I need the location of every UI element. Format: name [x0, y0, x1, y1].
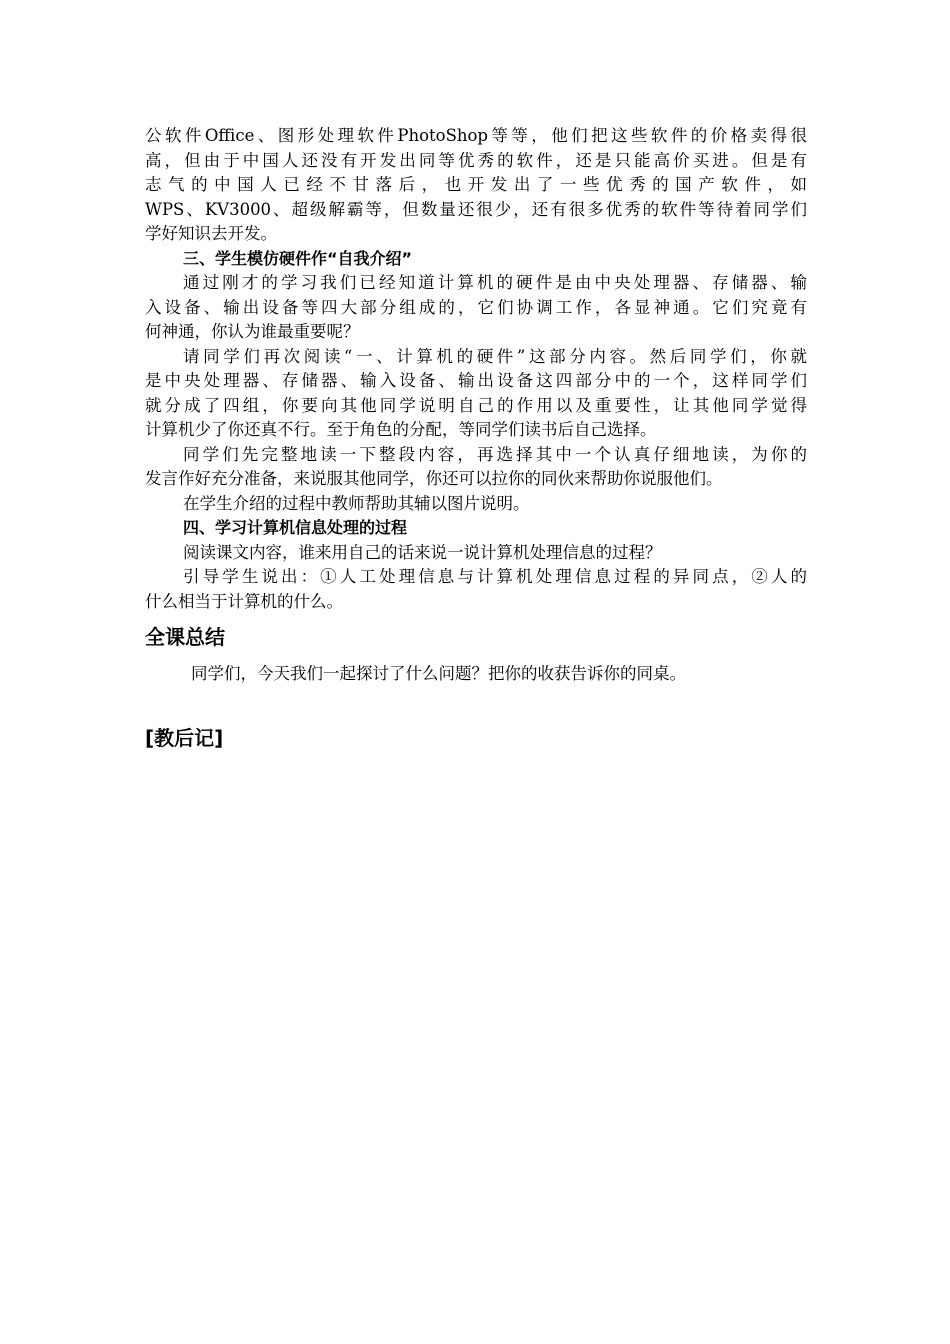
summary-text: 同学们，今天我们一起探讨了什么问题？把你的收获告诉你的同桌。	[191, 664, 686, 683]
text-line: 高，但由于中国人还没有开发出同等优秀的软件，还是只能高价买进。但是有	[145, 150, 807, 170]
section-4-paragraph-2	[145, 565, 807, 614]
text-line: 通过刚才的学习我们已经知道计算机的硬件是由中央处理器、存储器、输	[183, 273, 807, 292]
text-line: 什么相当于计算机的什么。	[145, 591, 343, 611]
text-line: WPS、KV3000、超级解霸等，但数量还很少，还有很多优秀的软件等待着同学们	[145, 199, 807, 219]
section-3-paragraph-4: 在学生介绍的过程中教师帮助其辅以图片说明。	[183, 493, 530, 513]
document-page	[145, 124, 807, 753]
section-4-heading: 四、学习计算机信息处理的过程	[183, 518, 408, 537]
intro-paragraph	[145, 124, 807, 247]
text-line: 请同学们再次阅读“一、计算机的硬件”这部分内容。然后同学们，你就	[183, 346, 807, 366]
text-line: 何神通，你认为谁最重要呢？	[145, 322, 360, 341]
text-line: 引导学生说出：①人工处理信息与计算机处理信息过程的异同点，②人的	[183, 567, 807, 586]
section-4-paragraph-1: 阅读课文内容，谁来用自己的话来说一说计算机处理信息的过程？	[183, 542, 662, 562]
summary-title: 全课总结	[145, 625, 225, 649]
text-line: 志气的中国人已经不甘落后，也开发出了一些优秀的国产软件，如	[145, 175, 807, 194]
text-line: 入设备、输出设备等四大部分组成的，它们协调工作，各显神通。它们究竟有	[145, 297, 807, 317]
text-line: 是中央处理器、存储器、输入设备、输出设备这四部分中的一个，这样同学们	[145, 371, 807, 390]
text-line: 就分成了四组，你要向其他同学说明自己的作用以及重要性，让其他同学觉得	[145, 395, 807, 415]
section-3-paragraph-3	[145, 443, 807, 492]
text-line: 同学们先完整地读一下整段内容，再选择其中一个认真仔细地读，为你的	[183, 444, 807, 464]
text-line: 学好知识去开发。	[145, 224, 277, 243]
afterword-title: [教后记]	[145, 725, 224, 750]
section-3-paragraph-2	[145, 345, 807, 443]
section-3-heading: 三、学生模仿硬件作“自我介绍”	[183, 248, 413, 268]
text-line: 计算机少了你还真不行。至于角色的分配，等同学们读书后自己选择。	[145, 420, 657, 439]
text-line: 公软件Office、图形处理软件PhotoShop等等，他们把这些软件的价格卖得很	[145, 126, 807, 145]
section-3-paragraph-1	[145, 271, 807, 345]
text-line: 发言作好充分准备，来说服其他同学，你还可以拉你的同伙来帮助你说服他们。	[145, 469, 723, 488]
